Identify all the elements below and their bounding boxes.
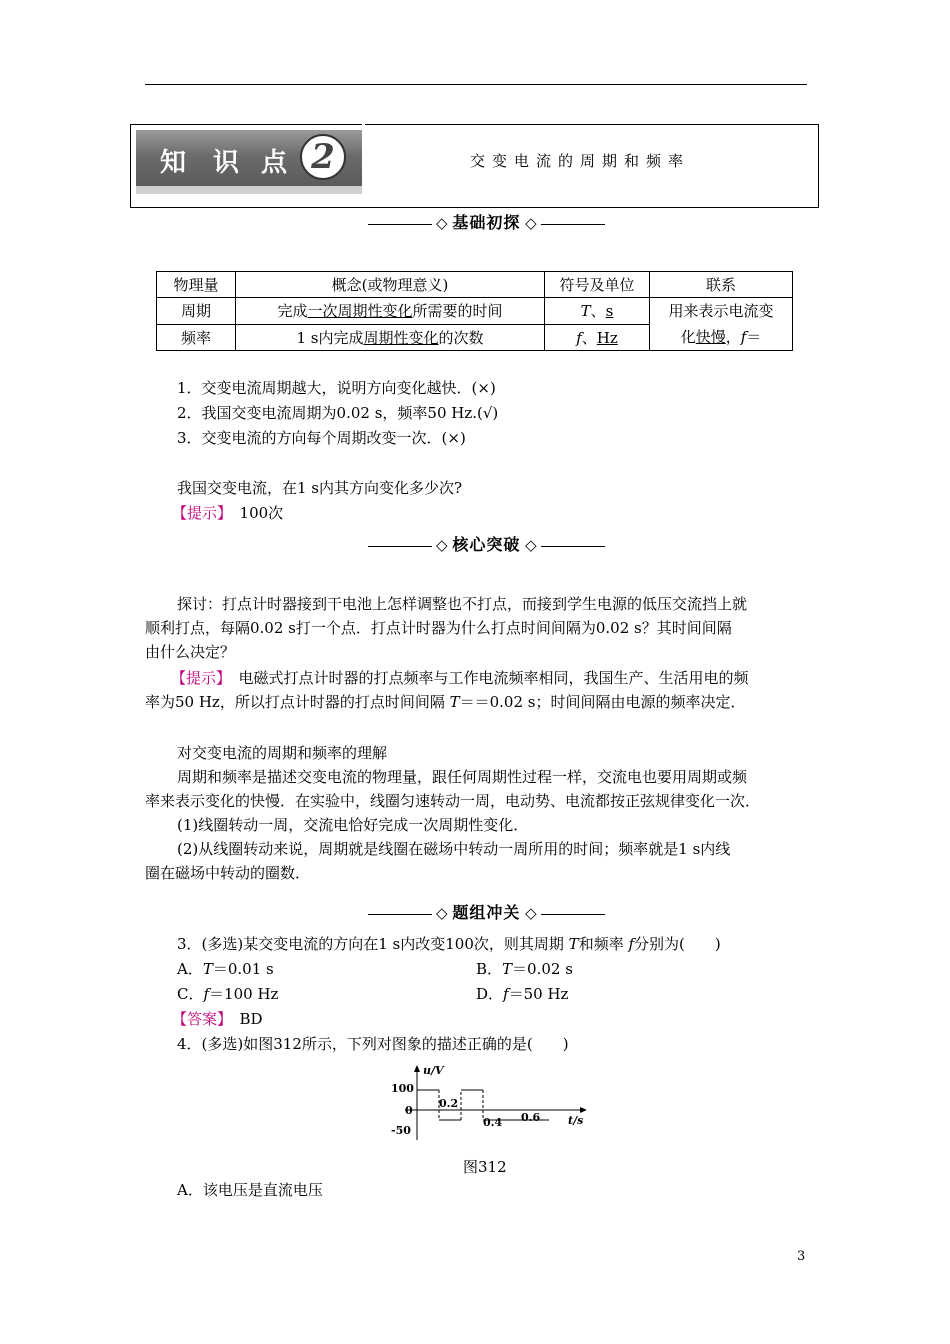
table-cell: f、Hz <box>545 324 650 351</box>
judgment-item: 1．交变电流周期越大，说明方向变化越快．(×) <box>177 379 496 397</box>
judgment-item: 2．我国交变电流周期为0.02 s，频率50 Hz.(√) <box>177 404 499 422</box>
y-tick-label: 100 <box>391 1082 414 1095</box>
judgment-item: 3．交变电流的方向每个周期改变一次．(×) <box>177 429 466 447</box>
hint-paragraph: 【提示】 电磁式打点计时器的打点频率与工作电流频率相同，我国生产、生活用电的频 率为50 Hz，所以打点计时器的打点时间间隔 T＝＝0.02 s；时间间隔由电源的频率决定． <box>145 669 749 711</box>
option-d: D．f＝50 Hz <box>476 985 569 1003</box>
x-tick-label: 0.2 <box>439 1097 459 1110</box>
question-text: 我国交变电流，在1 s内其方向变化多少次? <box>177 479 463 497</box>
badge-char: 点 <box>261 148 288 178</box>
answer-line: 【答案】 BD <box>172 1010 263 1028</box>
option-a-q4: A．该电压是直流电压 <box>177 1181 323 1199</box>
table-header: 联系 <box>650 272 793 298</box>
y-axis-label: u/V <box>423 1064 444 1077</box>
section-header-basic: ◇ 基础初探 ◇ <box>364 213 609 233</box>
table-cell-relation: 用来表示电流变 化快慢，f＝ <box>650 298 793 351</box>
section-header-drill: ◇ 题组冲关 ◇ <box>364 903 609 923</box>
table-cell: 完成一次周期性变化所需要的时间 <box>236 298 545 325</box>
table-cell: T、s <box>545 298 650 325</box>
figure-caption: 图312 <box>463 1158 507 1176</box>
answer-label: 【答案】 <box>172 1010 225 1028</box>
y-tick-label: 0 <box>405 1104 413 1117</box>
y-tick-label: -50 <box>391 1124 411 1137</box>
option-a: A．T＝0.01 s <box>177 960 274 978</box>
option-b: B．T＝0.02 s <box>476 960 573 978</box>
x-axis-label: t/s <box>568 1114 584 1127</box>
table-header: 概念(或物理意义) <box>236 272 545 298</box>
question-4-stem: 4．(多选)如图312所示，下列对图象的描述正确的是( ) <box>177 1035 569 1053</box>
section-header-core: ◇ 核心突破 ◇ <box>364 535 609 555</box>
hint-label: 【提示】 <box>171 669 224 687</box>
badge-number: 2 <box>311 137 335 177</box>
x-tick-label: 0.6 <box>521 1111 541 1124</box>
table-cell: 1 s内完成周期性变化的次数 <box>236 324 545 351</box>
hint-label: 【提示】 <box>172 504 225 522</box>
voltage-time-chart <box>365 1062 595 1144</box>
table-header: 物理量 <box>157 272 236 298</box>
top-rule <box>145 84 807 85</box>
badge-char: 识 <box>213 148 240 178</box>
understanding-title: 对交变电流的周期和频率的理解 <box>177 744 388 762</box>
page-number: 3 <box>797 1249 806 1264</box>
x-tick-label: 0.4 <box>483 1116 503 1129</box>
y-axis-arrow <box>414 1065 420 1072</box>
table-row <box>157 298 793 325</box>
knowledge-table <box>156 271 793 351</box>
understanding-block: 对交变电流的周期和频率的理解 周期和频率是描述交变电流的物理量，跟任何周期性过程一样，交流电也要用周期或频 率来表示变化的快慢．在实验中，线圈匀速转动一周，电动势、电流都按正弦规律变化一次． (1)线圈转动一周，交流电恰好完成一次周期性变化． (2)从线圈转动来说，周期就是线圈在磁场中转动一周所用的时间；频率就是1 s内线 圈在磁场中转动的圈数． <box>145 741 817 885</box>
hint-line: 【提示】 100次 <box>172 504 284 522</box>
table-cell: 频率 <box>157 324 236 351</box>
question-3-stem: 3．(多选)某交变电流的方向在1 s内改变100次，则其周期 T和频率 f分别为( ) <box>177 935 721 953</box>
page-title: 交变电流的周期和频率 <box>470 152 691 170</box>
table-header-row <box>157 272 793 298</box>
table-header: 符号及单位 <box>545 272 650 298</box>
badge-char: 知 <box>160 148 187 178</box>
x-axis-arrow <box>580 1107 587 1113</box>
banner-shadow <box>136 186 362 194</box>
table-cell: 周期 <box>157 298 236 325</box>
explore-paragraph: 探讨：打点计时器接到干电池上怎样调整也不打点，而接到学生电源的低压交流挡上就 顺利打点，每隔0.02 s打一个点．打点计时器为什么打点时间间隔为0.02 s？其时间间隔 由什么决定？ <box>145 595 748 661</box>
option-c: C．f＝100 Hz <box>177 985 279 1003</box>
